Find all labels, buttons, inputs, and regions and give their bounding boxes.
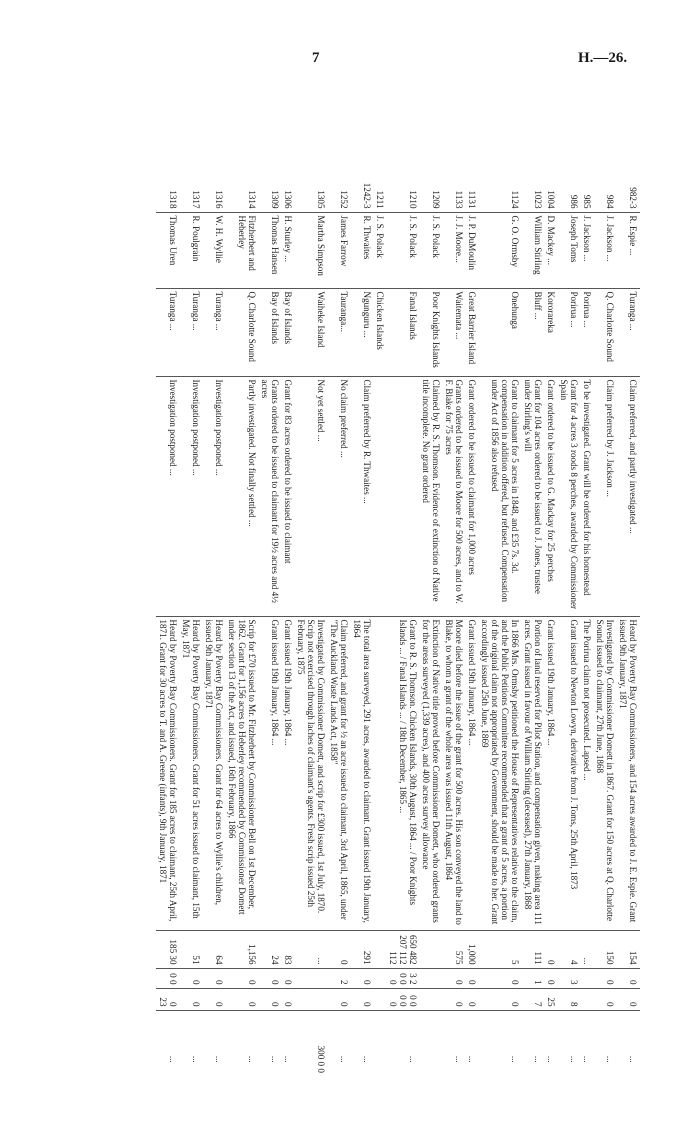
area-perches: 0 xyxy=(465,988,478,1010)
area-perches: 0 xyxy=(350,988,373,1010)
area-roods xyxy=(419,968,442,988)
block-name: Bay of Islands xyxy=(258,288,281,376)
claim-nature: Grants ordered to be issued to claimant for 19½ acres and 4½ acres xyxy=(258,376,281,616)
claim-result xyxy=(373,616,386,930)
scrip-amount: ... xyxy=(557,1010,580,1108)
scrip-amount: ... xyxy=(225,1010,258,1108)
claimant-name: Thomas Hansen xyxy=(258,212,281,288)
claim-nature: Grants ordered to be issued to Moore for 500 acres, and to W. F. Blake for 75 acres xyxy=(442,376,465,616)
area-acres: 650 482 207 112 112 xyxy=(386,930,419,968)
area-perches: 25 xyxy=(544,988,557,1010)
area-roods: 3 2 0 0 0 xyxy=(386,968,419,988)
block-name: Chicken Islands xyxy=(373,288,386,376)
table-row xyxy=(327,178,350,1108)
scrip-amount xyxy=(373,1010,386,1108)
block-name: Bay of Islands xyxy=(281,288,294,376)
area-perches: 8 xyxy=(557,988,580,1010)
claim-result: Portion of land reserved for Pilot Station, and compensation given, making area 111 acres. Grant issued in favour of William Stirling (deceased), 27th January, 1868 xyxy=(521,616,544,930)
area-perches: 0 xyxy=(179,988,202,1010)
claim-nature: Investigation postponed ... xyxy=(202,376,225,616)
claim-nature: Not yet settled ... xyxy=(294,376,327,616)
claimant-name: J. S. Polack xyxy=(386,212,419,288)
area-perches: 0 xyxy=(258,988,281,1010)
area-perches: 0 xyxy=(442,988,465,1010)
claim-nature: Claimed by R. S. Thomson. Evidence of extinction of Native title incomplete. No grant ordered xyxy=(419,376,442,616)
claim-nature: Investigation postponed ... xyxy=(156,376,179,616)
block-name: Tauranga... xyxy=(327,288,350,376)
area-roods: 0 xyxy=(465,968,478,988)
area-acres: 83 xyxy=(281,930,294,968)
claim-result: In 1866 Mrs. Ormsby petitioned the House of Representatives relative to the claim, and the Public Petitions Committee recommended that a grant of 5 acres, a portion of the original claim not appropriated by Government, should be made to her. Grant accordingly issued 25th June, 1869 xyxy=(478,616,521,930)
scrip-amount: ... xyxy=(442,1010,465,1108)
table-row xyxy=(419,178,442,1108)
area-roods: 0 xyxy=(225,968,258,988)
claim-nature xyxy=(373,376,386,616)
claim-result: Heard by Poverty Bay Commissioners. Grant for 64 acres to Wyllie's children, issued 9th January, 1871 xyxy=(202,616,225,930)
claimant-name: J. P. DuMoulin xyxy=(465,212,478,288)
area-roods: 0 xyxy=(478,968,521,988)
area-acres: ... xyxy=(580,930,593,968)
claim-result: Grant to R. S. Thomson. Chicken Islands, 30th August, 1864 ... / Poor Knights Islands ... / Fanal Islands ... / 18th December, 1865 ... xyxy=(386,616,419,930)
area-acres: ... xyxy=(294,930,327,968)
claims-table xyxy=(156,178,640,1108)
block-name: Turanga ... xyxy=(179,288,202,376)
area-roods: 2 xyxy=(327,968,350,988)
area-acres: 154 xyxy=(616,930,640,968)
area-roods: 0 xyxy=(616,968,640,988)
table-row xyxy=(521,178,544,1108)
area-acres: 1,000 xyxy=(465,930,478,968)
scrip-amount: ... xyxy=(202,1010,225,1108)
area-perches: 0 23 xyxy=(156,988,179,1010)
area-perches: 0 xyxy=(327,988,350,1010)
block-name: Turanga ... xyxy=(616,288,640,376)
claim-number: 984 xyxy=(605,194,615,209)
claimant-name: G. O. Ormsby xyxy=(478,212,521,288)
area-roods: 0 xyxy=(350,968,373,988)
scrip-amount: ... xyxy=(478,1010,521,1108)
claim-number: 1131 xyxy=(467,190,477,209)
claimant-name: J. Jackson ... xyxy=(580,212,593,288)
table-row xyxy=(593,178,616,1108)
claimant-name: J. S. Polack xyxy=(419,212,442,288)
block-name: Porirua ... xyxy=(557,288,580,376)
claim-result: Scrip for £70 issued to Mr. Fitzherbert by Commissioner Bell on 1st December, 1862. Grant for 1,156 acres to Heberley recommended by Commissioner Domett under section 13 of the Act, and issued, 16th February, 1866 xyxy=(225,616,258,930)
claim-number: 982-3 xyxy=(628,187,638,209)
claim-result: Grant issued 19th January, 1864 ... xyxy=(544,616,557,930)
block-name: Waitemata ... xyxy=(442,288,465,376)
claim-nature: Grant for 83 acres ordered to be issued to claimant xyxy=(281,376,294,616)
area-roods: 0 0 xyxy=(156,968,179,988)
scrip-amount xyxy=(419,1010,442,1108)
scrip-amount: ... xyxy=(544,1010,557,1108)
scrip-amount: ... xyxy=(580,1010,593,1108)
area-perches xyxy=(580,988,593,1010)
claim-result: Claim preferred, and grant for ½ an acre issued to claimant, 3rd April, 1865, under "The Auckland Waste Lands Act, 1858" xyxy=(327,616,350,930)
area-perches: 0 0 0 0 0 xyxy=(386,988,419,1010)
table-row xyxy=(373,178,386,1108)
table-row xyxy=(442,178,465,1108)
claim-number: 1318 xyxy=(168,190,178,209)
claim-nature: Partly investigated. Not finally settled ... xyxy=(225,376,258,616)
claim-result: Investigated by Commissioner Domett in 1867. Grant for 150 acres at Q. Charlotte Sound issued to claimant, 27th June, 1868 xyxy=(593,616,616,930)
area-acres: 0 xyxy=(544,930,557,968)
claim-result: The Porirua claim not prosecuted. Lapsed ... xyxy=(580,616,593,930)
scrip-amount: ... xyxy=(179,1010,202,1108)
claimant-name: J. S. Polack xyxy=(373,212,386,288)
area-perches: 0 xyxy=(281,988,294,1010)
claim-number: 986 xyxy=(569,194,579,209)
table-row xyxy=(225,178,258,1108)
area-roods: 0 xyxy=(442,968,465,988)
area-acres xyxy=(419,930,442,968)
table-row xyxy=(478,178,521,1108)
claim-number: 1023 xyxy=(533,190,543,209)
claim-nature: Grant ordered to be issued to claimant for 1,000 acres xyxy=(465,376,478,616)
claim-number: 1211 xyxy=(375,190,385,209)
table-row xyxy=(465,178,478,1108)
area-roods: 0 xyxy=(281,968,294,988)
claim-nature: Grant ordered to be issued to G. Mackay for 25 perches xyxy=(544,376,557,616)
area-acres: 51 xyxy=(179,930,202,968)
claim-number: 1306 xyxy=(283,190,293,209)
claimant-name: R. Poulgrain xyxy=(179,212,202,288)
block-name: Porirua ... xyxy=(580,288,593,376)
claim-result: Moore died before the issue of the grant for 500 acres. His son conveyed the land to Blake, to whom a grant of the whole area was issued 11th August, 1864 xyxy=(442,616,465,930)
claimant-name: R. Espie ... xyxy=(616,212,640,288)
area-acres: 150 xyxy=(593,930,616,968)
scrip-amount: ... xyxy=(281,1010,294,1108)
claim-nature: Claim preferred by R. Thwaites ... xyxy=(350,376,373,616)
claimant-name: D. Mackey ... xyxy=(544,212,557,288)
scrip-amount: ... xyxy=(156,1010,179,1108)
area-roods xyxy=(580,968,593,988)
claimant-name: Joseph Toms xyxy=(557,212,580,288)
area-perches: 0 xyxy=(478,988,521,1010)
area-perches: 0 xyxy=(616,988,640,1010)
claim-nature: Investigation postponed ... xyxy=(179,376,202,616)
area-acres: 24 xyxy=(258,930,281,968)
block-name: Turanga ... xyxy=(156,288,179,376)
area-acres: 1,156 xyxy=(225,930,258,968)
claimant-name: J. J. Moore... xyxy=(442,212,465,288)
claimant-name: R. Thwaites xyxy=(350,212,373,288)
block-name: Poor Knights Islands xyxy=(419,288,442,376)
area-acres xyxy=(373,930,386,968)
area-acres: 5 xyxy=(478,930,521,968)
table-row xyxy=(386,178,419,1108)
block-name: Onehunga xyxy=(478,288,521,376)
table-row xyxy=(202,178,225,1108)
page-number: 7 xyxy=(312,50,320,66)
claim-result: Grant issued 19th January, 1864 ... xyxy=(465,616,478,930)
area-roods: 1 xyxy=(521,968,544,988)
table-row xyxy=(258,178,281,1108)
area-roods xyxy=(294,968,327,988)
area-acres: 4 xyxy=(557,930,580,968)
area-roods: 0 xyxy=(544,968,557,988)
claim-number: 1124 xyxy=(510,190,520,209)
table-row xyxy=(580,178,593,1108)
table-row xyxy=(557,178,580,1108)
claim-result: Grant issued 19th January, 1864 ... xyxy=(281,616,294,930)
claim-number: 1242-3 xyxy=(362,182,372,209)
area-roods: 0 xyxy=(179,968,202,988)
area-acres: 64 xyxy=(202,930,225,968)
claimant-name: Thomas Uren xyxy=(156,212,179,288)
area-perches xyxy=(294,988,327,1010)
scrip-amount: ... xyxy=(350,1010,373,1108)
claim-number: 1252 xyxy=(339,190,349,209)
claim-result: Heard by Poverty Bay Commissioners. Grant for 51 acres issued to claimant, 15th May, 1871 xyxy=(179,616,202,930)
area-roods: 0 xyxy=(258,968,281,988)
scrip-amount: ... xyxy=(327,1010,350,1108)
rotated-table-container xyxy=(50,178,640,1108)
scrip-amount: ... xyxy=(593,1010,616,1108)
claim-result: The total area surveyed, 291 acres, awarded to claimant. Grant issued 19th January, 1864 xyxy=(350,616,373,930)
block-name: Fanal Islands xyxy=(386,288,419,376)
claimant-name: H. Sturley ... xyxy=(281,212,294,288)
table-row xyxy=(350,178,373,1108)
block-name: Great Barrier Island xyxy=(465,288,478,376)
block-name: Kororareka xyxy=(544,288,557,376)
table-row xyxy=(179,178,202,1108)
claimant-name: James Farrow xyxy=(327,212,350,288)
claimant-name: Martha Simpson xyxy=(294,212,327,288)
area-roods: 3 xyxy=(557,968,580,988)
area-roods: 0 xyxy=(593,968,616,988)
claim-number: 1133 xyxy=(454,190,464,209)
claim-nature: Claim preferred by J. Jackson ... xyxy=(593,376,616,616)
table-row xyxy=(544,178,557,1108)
table-row xyxy=(616,178,640,1108)
block-name: Ngunguru ... xyxy=(350,288,373,376)
area-acres: 291 xyxy=(350,930,373,968)
claim-result: Grant issued 19th January, 1864 ... xyxy=(258,616,281,930)
claim-nature: Grant to claimant for 5 acres in 1848, and £35 7s. 3d. compensation in addition offered, but refused. Compensation under Act of 1856 also refused xyxy=(478,376,521,616)
scrip-amount: ... xyxy=(258,1010,281,1108)
claim-number: 1305 xyxy=(316,190,326,209)
block-name: Q. Charlotte Sound xyxy=(225,288,258,376)
claim-nature: Grant for 4 acres 3 roods 8 perches, awarded by Commissioner Spain xyxy=(557,376,580,616)
area-acres: 0 xyxy=(327,930,350,968)
area-acres: 575 xyxy=(442,930,465,968)
page-code: H.—26. xyxy=(578,50,628,66)
claim-number: 1209 xyxy=(431,190,441,209)
area-perches: 0 xyxy=(225,988,258,1010)
claimant-name: J. Jackson ... xyxy=(593,212,616,288)
claim-nature: Claim preferred, and partly investigated ... xyxy=(616,376,640,616)
table-row xyxy=(294,178,327,1108)
block-name: Bluff ... xyxy=(521,288,544,376)
claim-number: 985 xyxy=(582,194,592,209)
claim-nature: To be investigated. Grant will be ordered for his homestead xyxy=(580,376,593,616)
claimant-name: W. H. Wyllie xyxy=(202,212,225,288)
area-perches xyxy=(419,988,442,1010)
claim-result: Extinction of Native title proved before Commissioner Domett, who ordered grants for the areas surveyed (1,339 acres), and 400 acres survey allowance xyxy=(419,616,442,930)
table-row xyxy=(281,178,294,1108)
claim-nature xyxy=(386,376,419,616)
claim-result: Grant issued to Newton Lowyn, derivative from J. Toms, 25th April, 1873 xyxy=(557,616,580,930)
claim-number: 1004 xyxy=(546,190,556,209)
block-name: Turanga ... xyxy=(202,288,225,376)
claim-nature: No claim preferred ... xyxy=(327,376,350,616)
area-perches: 7 xyxy=(521,988,544,1010)
claim-result: Investigated by Commissioner Domett, and scrip for £300 issued, 1st July, 1870. Scrip not exercised through laches of claimant's agents. Fresh scrip issued 25th February, 1875 xyxy=(294,616,327,930)
area-acres: 185 30 xyxy=(156,930,179,968)
table-body xyxy=(156,178,640,1108)
claim-number: 1314 xyxy=(247,190,257,209)
scrip-amount: 300 0 0 xyxy=(294,1010,327,1108)
scrip-amount: ... xyxy=(386,1010,419,1108)
block-name: Waiheke Island xyxy=(294,288,327,376)
claim-result: Heard by Poverty Bay Commissioners, and 154 acres awarded to J. E. Espie. Grant issued 9th January, 1871 xyxy=(616,616,640,930)
claim-number: 1309 xyxy=(270,190,280,209)
area-perches: 0 xyxy=(202,988,225,1010)
claim-number: 1210 xyxy=(408,190,418,209)
area-perches xyxy=(373,988,386,1010)
claimant-name: Fitzherbert and Heberley xyxy=(225,212,258,288)
claim-result: Heard by Poverty Bay Commissioners. Grant for 185 acres to claimant, 25th April, 1871. Grant for 30 acres to T. and A. Greene (infants), 9th January, 1871 xyxy=(156,616,179,930)
claim-number: 1317 xyxy=(191,190,201,209)
area-acres: 111 xyxy=(521,930,544,968)
scrip-amount: ... xyxy=(616,1010,640,1108)
table-row xyxy=(156,178,179,1108)
claim-nature: Grant for 104 acres ordered to be issued to J. Jones, trustee under Stirling's will xyxy=(521,376,544,616)
area-perches: 0 xyxy=(593,988,616,1010)
area-roods xyxy=(373,968,386,988)
scrip-amount: ... xyxy=(465,1010,478,1108)
claim-number: 1316 xyxy=(214,190,224,209)
area-roods: 0 xyxy=(202,968,225,988)
block-name: Q. Charlotte Sound xyxy=(593,288,616,376)
scrip-amount: ... xyxy=(521,1010,544,1108)
claimant-name: William Stirling xyxy=(521,212,544,288)
